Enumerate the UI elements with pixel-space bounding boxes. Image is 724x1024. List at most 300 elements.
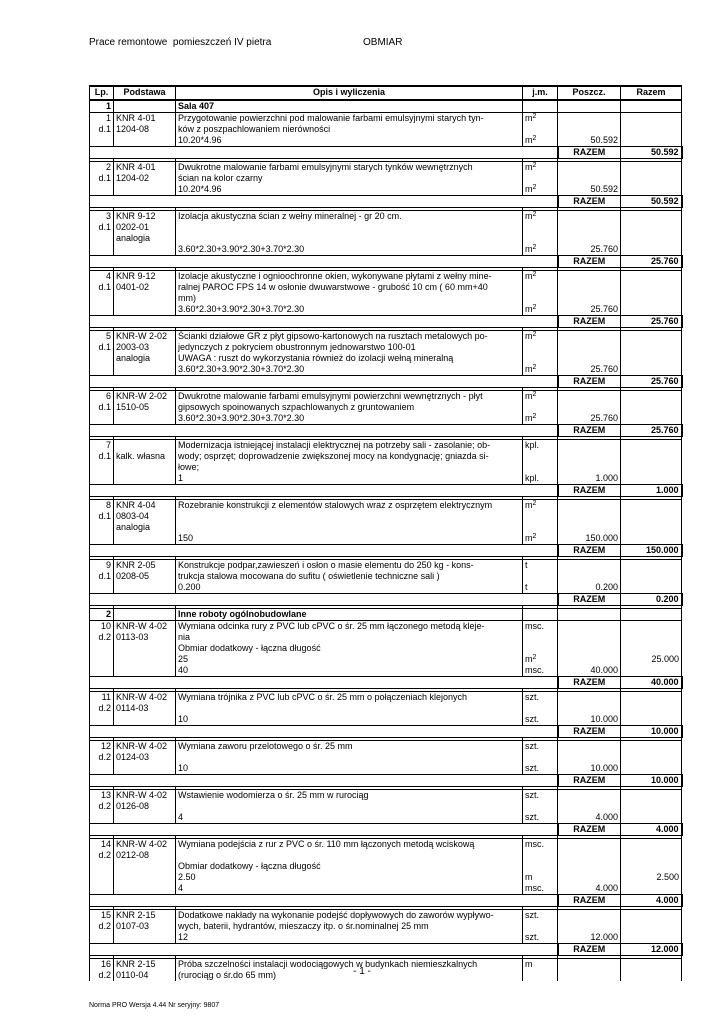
razem-row [90, 895, 682, 907]
razem-total: 25.760 [621, 256, 682, 268]
section-title: Sala 407 [176, 100, 523, 113]
item-poszcz [558, 500, 621, 512]
item-lp: 9 [90, 560, 114, 572]
item-jm: t [523, 560, 558, 572]
razem-label: RAZEM [558, 147, 621, 159]
item-poszcz: 40.000 [558, 665, 621, 677]
item-poszcz [558, 839, 621, 851]
item-poszcz [558, 910, 621, 922]
item-opis [176, 522, 523, 533]
razem-blank [90, 677, 558, 689]
item-razem-value [621, 560, 682, 572]
item-poszcz: 25.760 [558, 304, 621, 316]
item-poszcz [558, 211, 621, 223]
razem-row [90, 376, 682, 388]
item-razem-value [621, 910, 682, 922]
item-poszcz: 1.000 [558, 473, 621, 485]
section-title: Inne roboty ogólnobudowlane [176, 609, 523, 621]
col-header-jm: j.m. [523, 86, 558, 100]
item-razem-value [621, 621, 682, 633]
section-razem [621, 100, 682, 113]
table-row [90, 560, 682, 572]
item-opis: 0.200 [176, 582, 523, 594]
item-lp: 5 [90, 331, 114, 343]
item-opis: Przygotowanie powierzchni pod malowanie farbami emulsyjnymi starych tyn- [176, 113, 523, 125]
item-razem-value [621, 413, 682, 425]
razem-total: 25.760 [621, 316, 682, 328]
item-poszcz: 25.760 [558, 244, 621, 256]
table-row [90, 124, 682, 135]
table-row [90, 293, 682, 304]
item-poszcz [558, 124, 621, 135]
item-razem-value [621, 643, 682, 654]
item-podstawa: 1204-02 [114, 173, 176, 184]
item-podstawa: 0124-03 [114, 752, 176, 763]
item-podstawa: kalk. własna [114, 451, 176, 462]
section-row [90, 609, 682, 621]
item-lp: d.2 [90, 921, 114, 932]
item-poszcz: 4.000 [558, 812, 621, 824]
table-row [90, 571, 682, 582]
table-row [90, 331, 682, 343]
item-lp: d.1 [90, 402, 114, 413]
item-opis: Ścianki działowe GR z płyt gipsowo-kartonowych na rusztach metalowych po- [176, 331, 523, 343]
item-opis: Dwukrotne malowanie farbami emulsyjnymi powierzchni wewnętrznych - płyt [176, 391, 523, 403]
item-poszcz [558, 872, 621, 883]
razem-total: 25.760 [621, 425, 682, 437]
item-lp [90, 473, 114, 485]
item-jm: $m^2$ [523, 244, 558, 256]
item-razem-value [621, 331, 682, 343]
item-opis: 3.60*2.30+3.90*2.30+3.70*2.30 [176, 413, 523, 425]
item-jm: szt. [523, 932, 558, 944]
item-podstawa: 0110-04 [114, 970, 176, 981]
item-podstawa [114, 293, 176, 304]
item-opis: łowe; [176, 462, 523, 473]
item-lp [90, 293, 114, 304]
razem-label: RAZEM [558, 425, 621, 437]
table-row [90, 440, 682, 452]
item-poszcz [558, 801, 621, 812]
razem-label: RAZEM [558, 316, 621, 328]
table-row [90, 812, 682, 824]
item-opis: 40 [176, 665, 523, 677]
table-row [90, 244, 682, 256]
razem-blank [90, 594, 558, 606]
item-razem-value [621, 522, 682, 533]
item-poszcz [558, 741, 621, 753]
item-podstawa [114, 763, 176, 775]
item-podstawa: KNR-W 2-02 [114, 331, 176, 343]
item-poszcz: 10.000 [558, 714, 621, 726]
item-jm [523, 124, 558, 135]
razem-total: 4.000 [621, 895, 682, 907]
item-razem-value [621, 883, 682, 895]
table-row [90, 473, 682, 485]
item-razem-value [621, 342, 682, 353]
razem-label: RAZEM [558, 485, 621, 497]
item-podstawa [114, 582, 176, 594]
item-razem-value [621, 135, 682, 147]
item-podstawa: KNR-W 4-02 [114, 741, 176, 753]
item-jm: szt. [523, 763, 558, 775]
item-jm [523, 752, 558, 763]
item-podstawa: KNR 2-05 [114, 560, 176, 572]
item-razem-value [621, 364, 682, 376]
item-razem-value [621, 812, 682, 824]
footer-software: Norma PRO Wersja 4.44 Nr seryjny: 9807 [89, 1002, 220, 1009]
table-row [90, 391, 682, 403]
item-opis: Izolacja akustyczna ścian z wełny mineralnej - gr 20 cm. [176, 211, 523, 223]
item-poszcz [558, 703, 621, 714]
item-poszcz [558, 850, 621, 861]
table-row [90, 861, 682, 872]
table-row [90, 304, 682, 316]
razem-blank [90, 147, 558, 159]
item-poszcz [558, 643, 621, 654]
item-lp [90, 654, 114, 665]
item-opis: gipsowych spoinowanych szpachlowanych z gruntowaniem [176, 402, 523, 413]
item-opis: 12 [176, 932, 523, 944]
item-lp: 4 [90, 271, 114, 283]
table-row [90, 654, 682, 665]
item-podstawa [114, 533, 176, 545]
table-header-row [90, 86, 682, 100]
item-lp: d.2 [90, 752, 114, 763]
item-razem-value [621, 632, 682, 643]
item-jm [523, 921, 558, 932]
item-poszcz: 0.200 [558, 582, 621, 594]
item-razem-value [621, 932, 682, 944]
item-poszcz [558, 402, 621, 413]
item-poszcz [558, 282, 621, 293]
item-jm: szt. [523, 692, 558, 704]
item-jm: t [523, 582, 558, 594]
razem-row [90, 485, 682, 497]
item-lp [90, 184, 114, 196]
item-poszcz: 50.592 [558, 184, 621, 196]
item-opis [176, 703, 523, 714]
item-opis: Wymiana podejścia z rur z PVC o śr. 110 mm łączonych metodą wciskową [176, 839, 523, 851]
razem-label: RAZEM [558, 256, 621, 268]
table-row [90, 752, 682, 763]
table-row [90, 162, 682, 174]
item-opis: Wymiana trójnika z PVC lub cPVC o śr. 25 mm o połączeniach klejonych [176, 692, 523, 704]
item-poszcz: 4.000 [558, 883, 621, 895]
razem-row [90, 147, 682, 159]
item-opis: UWAGA : ruszt do wykorzystania również do izolacji wełną mineralną [176, 353, 523, 364]
razem-row [90, 594, 682, 606]
table-row [90, 533, 682, 545]
item-lp: d.1 [90, 124, 114, 135]
item-razem-value [621, 473, 682, 485]
item-opis: 3.60*2.30+3.90*2.30+3.70*2.30 [176, 364, 523, 376]
section-jm [523, 609, 558, 621]
item-poszcz [558, 391, 621, 403]
item-lp [90, 763, 114, 775]
table-row [90, 211, 682, 223]
item-lp [90, 861, 114, 872]
item-podstawa [114, 872, 176, 883]
item-podstawa: KNR-W 4-02 [114, 692, 176, 704]
col-header-opis: Opis i wyliczenia [176, 86, 523, 100]
item-jm: msc. [523, 883, 558, 895]
item-poszcz: 150.000 [558, 533, 621, 545]
razem-total: 150.000 [621, 545, 682, 557]
item-poszcz [558, 222, 621, 233]
razem-row [90, 775, 682, 787]
item-jm: $m^2$ [523, 271, 558, 283]
item-jm [523, 571, 558, 582]
item-podstawa: KNR 4-01 [114, 113, 176, 125]
table-row [90, 692, 682, 704]
item-lp [90, 462, 114, 473]
item-podstawa: KNR 9-12 [114, 271, 176, 283]
item-podstawa: 0803-04 [114, 511, 176, 522]
table-row [90, 621, 682, 633]
item-lp [90, 353, 114, 364]
section-lp: 1 [90, 100, 114, 113]
item-lp [90, 135, 114, 147]
table-row [90, 790, 682, 802]
item-opis: Wymiana zaworu przelotowego o śr. 25 mm [176, 741, 523, 753]
razem-row [90, 316, 682, 328]
table-row [90, 632, 682, 643]
item-podstawa: 0126-08 [114, 801, 176, 812]
item-podstawa: 0401-02 [114, 282, 176, 293]
table-row [90, 741, 682, 753]
section-jm [523, 100, 558, 113]
item-jm [523, 282, 558, 293]
item-razem-value [621, 184, 682, 196]
item-opis: 10 [176, 714, 523, 726]
item-opis: 10.20*4.96 [176, 135, 523, 147]
item-opis: 1 [176, 473, 523, 485]
item-opis: nia [176, 632, 523, 643]
item-lp [90, 582, 114, 594]
item-razem-value: 2.500 [621, 872, 682, 883]
razem-total: 1.000 [621, 485, 682, 497]
table-row [90, 850, 682, 861]
item-opis: trukcja stalowa mocowana do sufitu ( oświetlenie techniczne sali ) [176, 571, 523, 582]
razem-total: 0.200 [621, 594, 682, 606]
col-header-poszcz: Poszcz. [558, 86, 621, 100]
item-poszcz [558, 511, 621, 522]
item-lp [90, 364, 114, 376]
item-jm: $m^2$ [523, 304, 558, 316]
item-lp: 11 [90, 692, 114, 704]
item-jm [523, 402, 558, 413]
item-opis [176, 233, 523, 244]
item-razem-value [621, 692, 682, 704]
item-lp: 15 [90, 910, 114, 922]
item-opis: 3.60*2.30+3.90*2.30+3.70*2.30 [176, 244, 523, 256]
item-lp: 14 [90, 839, 114, 851]
item-lp: d.1 [90, 342, 114, 353]
item-podstawa [114, 364, 176, 376]
item-opis: Izolacje akustyczne i ognioochronne okien, wykonywane płytami z wełny mine- [176, 271, 523, 283]
item-jm: msc. [523, 665, 558, 677]
razem-blank [90, 196, 558, 208]
item-jm [523, 643, 558, 654]
item-podstawa: KNR 2-15 [114, 959, 176, 971]
item-poszcz [558, 861, 621, 872]
table-row [90, 500, 682, 512]
item-razem-value [621, 113, 682, 125]
item-podstawa: 1204-08 [114, 124, 176, 135]
item-opis: Wymiana odcinka rury z PVC lub cPVC o śr. 25 mm łączonego metodą kleje- [176, 621, 523, 633]
razem-blank [90, 824, 558, 836]
item-razem-value [621, 665, 682, 677]
item-poszcz: 50.592 [558, 135, 621, 147]
item-razem-value [621, 162, 682, 174]
item-lp: d.2 [90, 703, 114, 714]
item-jm: $m^2$ [523, 364, 558, 376]
razem-blank [90, 545, 558, 557]
item-razem-value [621, 391, 682, 403]
item-lp [90, 643, 114, 654]
item-podstawa [114, 184, 176, 196]
item-podstawa [114, 135, 176, 147]
item-opis [176, 511, 523, 522]
table-body [90, 100, 682, 981]
item-poszcz [558, 921, 621, 932]
item-opis: Konstrukcje podpar,zawieszeń i osłon o masie elementu do 250 kg - kons- [176, 560, 523, 572]
item-opis: 150 [176, 533, 523, 545]
item-lp: 6 [90, 391, 114, 403]
item-opis: ścian na kolor czarny [176, 173, 523, 184]
item-poszcz [558, 462, 621, 473]
item-jm: kpl. [523, 473, 558, 485]
razem-blank [90, 425, 558, 437]
item-lp: d.1 [90, 451, 114, 462]
item-podstawa [114, 440, 176, 452]
item-razem-value [621, 244, 682, 256]
table-row [90, 342, 682, 353]
item-podstawa [114, 244, 176, 256]
table-row [90, 643, 682, 654]
table-row [90, 222, 682, 233]
razem-total: 50.592 [621, 147, 682, 159]
item-opis: Modernizacja istniejącej instalacji elektrycznej na potrzeby sali - zasolanie; ob- [176, 440, 523, 452]
item-jm: $m^2$ [523, 162, 558, 174]
item-jm: szt. [523, 910, 558, 922]
item-opis [176, 752, 523, 763]
razem-label: RAZEM [558, 895, 621, 907]
item-razem-value [621, 741, 682, 753]
item-razem-value [621, 861, 682, 872]
item-razem-value [621, 353, 682, 364]
item-poszcz [558, 571, 621, 582]
item-razem-value [621, 440, 682, 452]
razem-blank [90, 775, 558, 787]
table-row [90, 932, 682, 944]
col-header-podstawa: Podstawa [114, 86, 176, 100]
item-podstawa: KNR-W 4-02 [114, 839, 176, 851]
item-opis: (rurociąg o śr.do 65 mm) [176, 970, 523, 981]
item-poszcz [558, 621, 621, 633]
item-poszcz [558, 522, 621, 533]
col-header-lp: Lp. [90, 86, 114, 100]
section-lp: 2 [90, 609, 114, 621]
item-jm: szt. [523, 812, 558, 824]
razem-row [90, 256, 682, 268]
item-razem-value [621, 714, 682, 726]
item-razem-value [621, 763, 682, 775]
item-jm: szt. [523, 790, 558, 802]
item-razem-value [621, 293, 682, 304]
obmiar-table [89, 85, 683, 981]
item-opis: wody; osprzęt; doprowadzenie zwiększonej mocy na kondygnację; gniazda si- [176, 451, 523, 462]
item-lp [90, 522, 114, 533]
obmiar-table-container [89, 85, 681, 981]
item-opis: mm) [176, 293, 523, 304]
item-jm: $m^2$ [523, 654, 558, 665]
item-podstawa: KNR 4-01 [114, 162, 176, 174]
item-podstawa: KNR-W 4-02 [114, 790, 176, 802]
item-podstawa [114, 643, 176, 654]
item-podstawa [114, 714, 176, 726]
razem-blank [90, 256, 558, 268]
item-opis: Próba szczelności instalacji wodociągowych w budynkach niemieszkalnych [176, 959, 523, 971]
razem-blank [90, 485, 558, 497]
razem-label: RAZEM [558, 545, 621, 557]
item-razem-value [621, 801, 682, 812]
razem-row [90, 677, 682, 689]
item-podstawa: analogia [114, 353, 176, 364]
item-lp: 13 [90, 790, 114, 802]
item-opis: Dodatkowe nakłady na wykonanie podejść dopływowych do zaworów wypływo- [176, 910, 523, 922]
item-razem-value [621, 921, 682, 932]
razem-row [90, 824, 682, 836]
razem-row [90, 425, 682, 437]
item-podstawa: analogia [114, 522, 176, 533]
item-poszcz [558, 233, 621, 244]
table-row [90, 233, 682, 244]
item-podstawa [114, 462, 176, 473]
item-razem-value [621, 571, 682, 582]
item-lp: d.2 [90, 970, 114, 981]
item-jm: $m^2$ [523, 533, 558, 545]
item-jm [523, 632, 558, 643]
item-razem-value [621, 124, 682, 135]
item-podstawa: 0107-03 [114, 921, 176, 932]
razem-row [90, 196, 682, 208]
item-podstawa [114, 654, 176, 665]
item-poszcz [558, 342, 621, 353]
razem-blank [90, 316, 558, 328]
item-poszcz [558, 293, 621, 304]
item-podstawa [114, 812, 176, 824]
razem-total: 50.592 [621, 196, 682, 208]
item-jm [523, 293, 558, 304]
item-lp: d.2 [90, 632, 114, 643]
section-poszcz [558, 609, 621, 621]
table-row [90, 353, 682, 364]
item-opis: 4 [176, 812, 523, 824]
item-lp [90, 932, 114, 944]
item-poszcz [558, 173, 621, 184]
item-poszcz [558, 113, 621, 125]
item-lp: d.1 [90, 222, 114, 233]
item-poszcz [558, 162, 621, 174]
item-jm [523, 850, 558, 861]
item-jm: $m^2$ [523, 184, 558, 196]
item-lp: 12 [90, 741, 114, 753]
item-jm: $m^2$ [523, 391, 558, 403]
table-row [90, 522, 682, 533]
razem-row [90, 944, 682, 956]
